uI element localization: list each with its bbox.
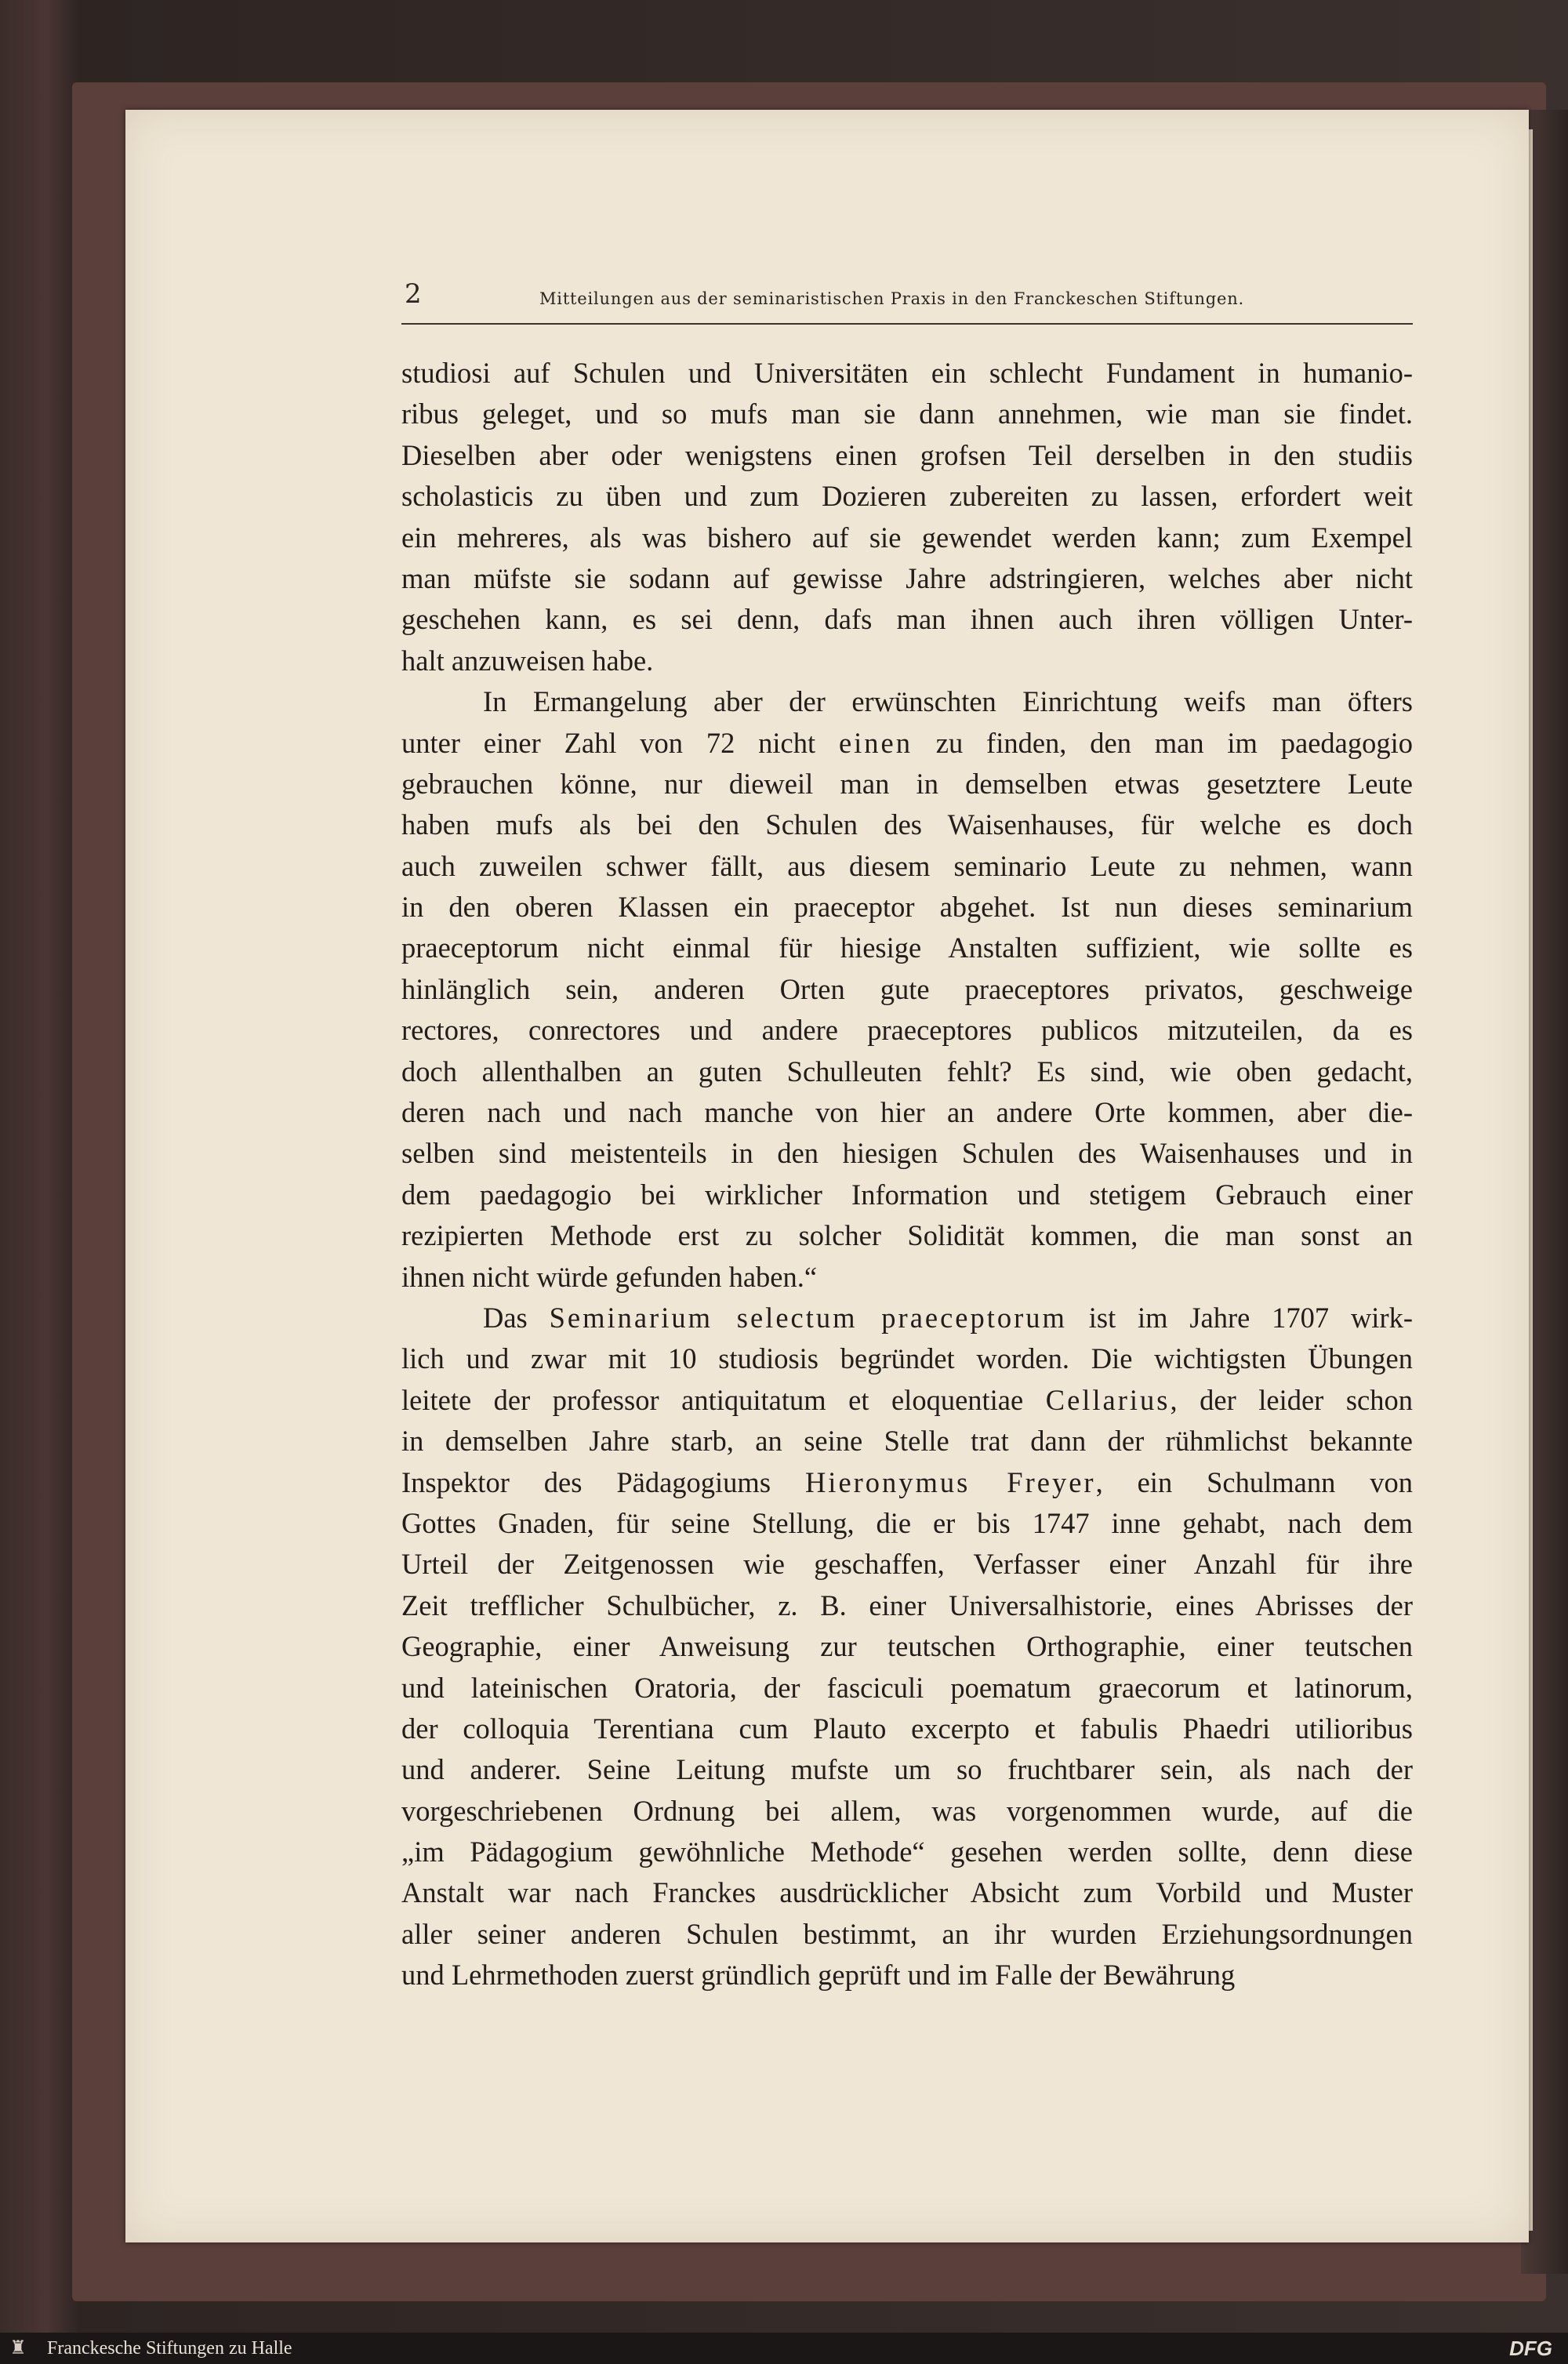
text-line — [401, 1257, 1413, 1298]
text-run: hinlänglich sein, anderen Orten gute praeceptores privatos, geschweige — [401, 972, 1413, 1005]
text-line — [401, 1544, 1413, 1585]
running-title: Mitteilungen aus der seminaristischen Praxis in den Franckeschen Stiftungen. — [539, 289, 1245, 308]
text-run: In Ermangelung aber der erwünschten Einrichtung weifs man öfters — [483, 685, 1413, 718]
running-head — [401, 278, 1413, 325]
text-run: Gottes Gnaden, für seine Stellung, die er bis 1747 inne gehabt, nach dem — [401, 1506, 1413, 1539]
text-run: halt anzuweisen habe. — [401, 644, 654, 677]
text-run: auch zuweilen schwer fällt, aus diesem seminario Leute zu nehmen, wann — [401, 849, 1413, 882]
text-line — [401, 1749, 1413, 1790]
text-run: , der leider schon — [1170, 1383, 1413, 1416]
institution-logo-icon: ♜ — [9, 2338, 27, 2359]
text-run: in demselben Jahre starb, an seine Stelle trat dann der rühmlichst bekannte — [401, 1425, 1413, 1458]
text-run: rectores, conrectores und andere praeceptores publicos mitzuteilen, da es — [401, 1014, 1413, 1047]
text-run: praeceptorum nicht einmal für hiesige Anstalten suffizient, wie sollte es — [401, 931, 1413, 964]
text-run: , ein Schulmann von — [1095, 1465, 1413, 1498]
text-run: der colloquia Terentiana cum Plauto excerpto et fabulis Phaedri utilioribus — [401, 1712, 1413, 1745]
text-run: ist im Jahre 1707 wirk- — [1066, 1301, 1414, 1334]
text-run: ribus geleget, und so mufs man sie dann annehmen, wie man sie findet. — [401, 398, 1413, 430]
text-line — [401, 353, 1413, 394]
spaced-emphasis: Cellarius — [1045, 1383, 1171, 1416]
text-line — [401, 1298, 1413, 1338]
text-line — [401, 846, 1413, 887]
text-line — [401, 1051, 1413, 1092]
text-run: ihnen nicht würde gefunden haben.“ — [401, 1260, 818, 1293]
text-run: und lateinischen Oratoria, der fasciculi poematum graecorum et latinorum, — [401, 1671, 1413, 1704]
text-line — [401, 681, 1413, 722]
text-line — [401, 641, 1413, 681]
spaced-emphasis: einen — [838, 726, 913, 759]
text-line — [401, 517, 1413, 558]
text-run: Geographie, einer Anweisung zur teutschen Orthographie, einer teutschen — [401, 1630, 1413, 1663]
text-line — [401, 1215, 1413, 1256]
text-run: Dieselben aber oder wenigstens einen grofsen Teil derselben in den studiis — [401, 438, 1413, 471]
text-line — [401, 1955, 1413, 1995]
text-run: in den oberen Klassen ein praeceptor abgehet. Ist nun dieses seminarium — [401, 891, 1413, 924]
text-run: scholasticis zu üben und zum Dozieren zubereiten zu lassen, erfordert weit — [401, 480, 1413, 513]
text-line — [401, 1338, 1413, 1379]
text-run: doch allenthalben an guten Schulleuten fehlt? Es sind, wie oben gedacht, — [401, 1055, 1413, 1088]
text-line — [401, 435, 1413, 476]
text-line — [401, 1421, 1413, 1462]
text-line — [401, 1832, 1413, 1872]
footer-institution: Franckesche Stiftungen zu Halle — [47, 2338, 292, 2359]
text-run: Das — [483, 1301, 550, 1334]
text-run: deren nach und nach manche von hier an andere Orte kommen, aber die- — [401, 1096, 1413, 1129]
text-line — [401, 599, 1413, 640]
text-line — [401, 1791, 1413, 1832]
text-line — [401, 887, 1413, 928]
text-run: dem paedagogio bei wirklicher Information und stetigem Gebrauch einer — [401, 1178, 1413, 1211]
text-line — [401, 804, 1413, 845]
header-rule — [401, 323, 1413, 325]
text-line — [401, 1709, 1413, 1749]
text-line — [401, 1585, 1413, 1626]
text-run: man müfste sie sodann auf gewisse Jahre adstringieren, welches aber nicht — [401, 561, 1413, 594]
text-run: Zeit trefflicher Schulbücher, z. B. einer Universalhistorie, eines Abrisses der — [401, 1589, 1413, 1621]
text-run: und Lehrmethoden zuerst gründlich geprüft und im Falle der Bewährung — [401, 1959, 1236, 1992]
text-run: gebrauchen könne, nur dieweil man in demselben etwas gesetztere Leute — [401, 767, 1413, 800]
page-number: 2 — [405, 278, 422, 310]
text-run: vorgeschriebenen Ordnung bei allem, was vorgenommen wurde, auf die — [401, 1794, 1413, 1827]
text-run: und anderer. Seine Leitung mufste um so fruchtbarer sein, als nach der — [401, 1753, 1413, 1786]
text-line — [401, 394, 1413, 434]
text-line — [401, 1626, 1413, 1667]
text-run: „im Pädagogium gewöhnliche Methode“ gesehen werden sollte, denn diese — [401, 1836, 1413, 1868]
text-line — [401, 1503, 1413, 1544]
text-run: geschehen kann, es sei denn, dafs man ihnen auch ihren völligen Unter- — [401, 603, 1413, 636]
text-run: haben mufs als bei den Schulen des Waisenhauses, für welche es doch — [401, 808, 1413, 841]
body-text — [401, 353, 1413, 1996]
footer-bar — [0, 2333, 1568, 2364]
text-run: ein mehreres, als was bishero auf sie gewendet werden kann; zum Exempel — [401, 521, 1413, 554]
text-line — [401, 476, 1413, 517]
text-line — [401, 1175, 1413, 1215]
text-line — [401, 764, 1413, 804]
text-line — [401, 1010, 1413, 1051]
text-run: rezipierten Methode erst zu solcher Solidität kommen, die man sonst an — [401, 1219, 1413, 1252]
dfg-logo: DFG — [1509, 2337, 1552, 2360]
text-run: studiosi auf Schulen und Universitäten ein schlecht Fundament in humanio- — [401, 357, 1413, 389]
text-run: Anstalt war nach Franckes ausdrücklicher Absicht zum Vorbild und Muster — [401, 1876, 1413, 1909]
spaced-emphasis: Hieronymus Freyer — [804, 1465, 1096, 1498]
text-run: unter einer Zahl von 72 nicht — [401, 726, 839, 759]
text-run: leitete der professor antiquitatum et eloquentiae — [401, 1383, 1046, 1416]
text-run: selben sind meistenteils in den hiesigen Schulen des Waisenhauses und in — [401, 1137, 1413, 1170]
text-line — [401, 928, 1413, 968]
text-run: lich und zwar mit 10 studiosis begründet worden. Die wichtigsten Übungen — [401, 1342, 1413, 1375]
text-line — [401, 558, 1413, 599]
text-line — [401, 1462, 1413, 1503]
text-run: aller seiner anderen Schulen bestimmt, an ihr wurden Erziehungsordnungen — [401, 1917, 1413, 1950]
text-line — [401, 969, 1413, 1010]
spaced-emphasis: Seminarium selectum praeceptorum — [549, 1301, 1067, 1334]
text-line — [401, 1092, 1413, 1133]
text-run: Inspektor des Pädagogiums — [401, 1465, 805, 1498]
text-line — [401, 723, 1413, 764]
text-line — [401, 1133, 1413, 1174]
text-line — [401, 1914, 1413, 1955]
text-line — [401, 1380, 1413, 1421]
text-run: zu finden, den man im paedagogio — [912, 726, 1413, 759]
text-run: Urteil der Zeitgenossen wie geschaffen, Verfasser einer Anzahl für ihre — [401, 1548, 1413, 1581]
text-line — [401, 1668, 1413, 1709]
text-line — [401, 1872, 1413, 1913]
